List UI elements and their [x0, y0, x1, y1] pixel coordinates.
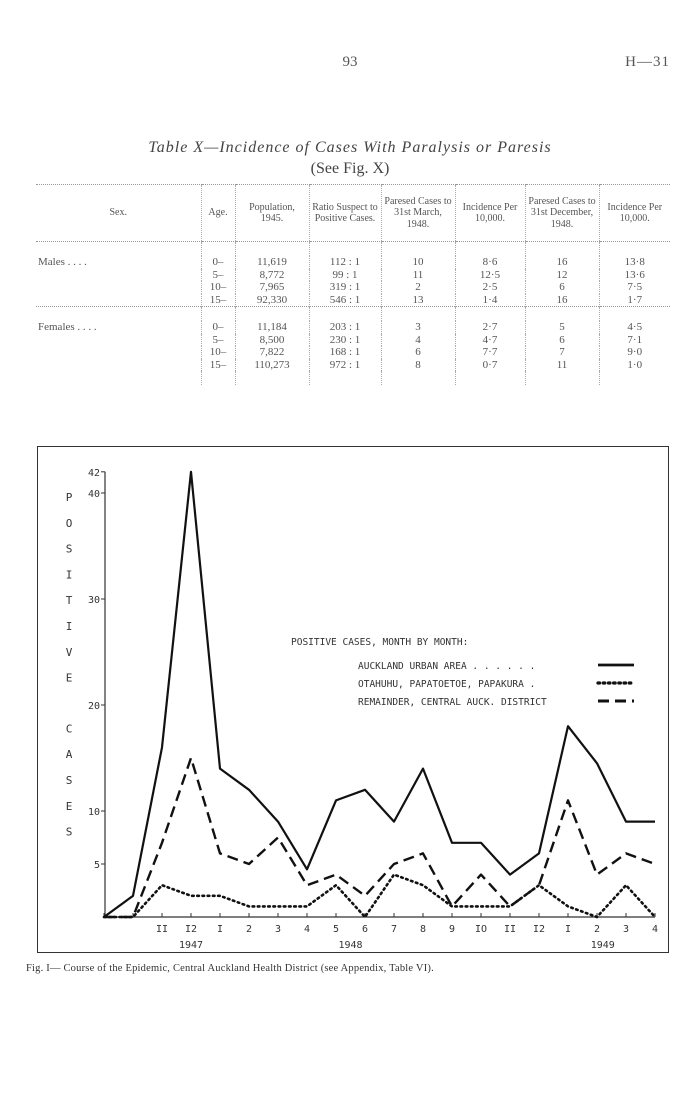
y-axis-title-letter: S — [65, 825, 73, 839]
table-cell: 15– — [201, 294, 235, 307]
legend-entry-label: AUCKLAND URBAN AREA . . . . . . — [358, 661, 536, 672]
year-label: 1947 — [178, 940, 204, 951]
y-axis-title-letter: O — [65, 516, 73, 530]
table-cell: 6 — [381, 346, 455, 359]
x-tick-label: I2 — [532, 924, 546, 935]
y-axis-title-letter: I — [65, 568, 73, 582]
table-cell: 230 : 1 — [309, 334, 381, 347]
y-axis-title-letter: P — [65, 491, 73, 504]
table-cell: 16 — [525, 294, 599, 307]
sex-cell — [36, 256, 201, 307]
column-header: Paresed Cases to 31st December, 1948. — [525, 185, 599, 242]
x-tick-label: 2 — [245, 924, 253, 935]
table-cell: 0– — [201, 256, 235, 269]
leader-dots: . . . . — [67, 256, 87, 268]
year-label: 1948 — [338, 940, 363, 951]
table-cell: 0·7 — [455, 359, 525, 372]
x-tick-label: 3 — [274, 924, 282, 935]
table-cell: 11 — [525, 359, 599, 372]
table-cell: 10– — [201, 281, 235, 294]
column-header: Age. — [201, 185, 235, 242]
table-cell: 5– — [201, 334, 235, 347]
series-line-dashed — [104, 758, 655, 917]
column-header: Incidence Per 10,000. — [599, 185, 670, 242]
y-tick-label: 5 — [93, 860, 100, 871]
table-cell: 4·7 — [455, 334, 525, 347]
table-cell: 8·6 — [455, 256, 525, 269]
x-tick-label: 4 — [651, 924, 659, 935]
y-axis-title-letter: A — [65, 748, 73, 762]
figure-caption: Fig. I— Course of the Epidemic, Central Auckland Health District (see Appendix, Table VI). — [26, 963, 434, 974]
table-cell: 5– — [201, 269, 235, 282]
table-cell: 11,619 — [235, 256, 309, 269]
table-cell: 112 : 1 — [309, 256, 381, 269]
sex-label: Females — [38, 321, 75, 333]
y-axis-title-letter: I — [65, 620, 73, 633]
incidence-table — [36, 184, 670, 385]
table-cell: 7 — [525, 346, 599, 359]
table-cell: 1·7 — [599, 294, 670, 307]
table-cell: 8,772 — [235, 269, 309, 282]
y-tick-label: 20 — [87, 701, 100, 712]
table-cell: 319 : 1 — [309, 281, 381, 294]
column-header: Incidence Per 10,000. — [455, 185, 525, 242]
table-cell: 2·5 — [455, 281, 525, 294]
y-axis-title-letter: S — [65, 542, 73, 556]
table-cell: 8,500 — [235, 334, 309, 347]
table-cell: 2·7 — [455, 321, 525, 334]
table-cell: 2 — [381, 281, 455, 294]
table-cell: 10– — [201, 346, 235, 359]
table-cell: 4 — [381, 334, 455, 347]
x-tick-label: II — [155, 924, 169, 935]
y-axis-title-letter: E — [65, 799, 73, 813]
table-title: Table X—Incidence of Cases With Paralysis or Paresis — [148, 139, 552, 156]
table-cell: 0– — [201, 321, 235, 334]
y-axis-title-letter: S — [65, 774, 73, 787]
table-cell: 3 — [381, 321, 455, 334]
x-tick-label: 3 — [622, 924, 630, 935]
table-cell: 168 : 1 — [309, 346, 381, 359]
table-cell: 15– — [201, 359, 235, 372]
x-tick-label: 4 — [303, 924, 311, 935]
table-cell: 92,330 — [235, 294, 309, 307]
x-tick-label: 7 — [390, 924, 398, 935]
table-cell: 11 — [381, 269, 455, 282]
table-row — [36, 256, 670, 269]
table-cell: 11,184 — [235, 321, 309, 334]
column-header: Sex. — [36, 185, 201, 242]
legend-title: POSITIVE CASES, MONTH BY MONTH: — [291, 637, 469, 648]
table-cell: 8 — [381, 359, 455, 372]
table-header-row — [36, 185, 670, 242]
leader-dots: . . . . — [77, 321, 97, 333]
table-subtitle: (See Fig. X) — [310, 160, 390, 177]
table-cell: 13·8 — [599, 256, 670, 269]
page-reference: H—31 — [625, 54, 670, 70]
column-header: Population, 1945. — [235, 185, 309, 242]
table-cell: 13 — [381, 294, 455, 307]
table-cell: 972 : 1 — [309, 359, 381, 372]
x-tick-label: I — [216, 924, 224, 935]
sex-cell — [36, 321, 201, 371]
x-tick-label: 5 — [332, 924, 340, 935]
table-cell: 13·6 — [599, 269, 670, 282]
y-tick-label: 42 — [87, 467, 100, 479]
table-cell: 1·0 — [599, 359, 670, 372]
legend-entry-label: REMAINDER, CENTRAL AUCK. DISTRICT — [358, 697, 547, 708]
table-cell: 7·7 — [455, 346, 525, 359]
table-cell: 1·4 — [455, 294, 525, 307]
table-cell: 4·5 — [599, 321, 670, 334]
y-tick-label: 40 — [87, 489, 100, 500]
y-axis-title-letter: T — [65, 594, 73, 608]
table-cell: 110,273 — [235, 359, 309, 372]
table-cell: 12 — [525, 269, 599, 282]
table-row — [36, 321, 670, 334]
table-cell: 7,965 — [235, 281, 309, 294]
table-cell: 9·0 — [599, 346, 670, 359]
x-tick-label: II — [503, 924, 517, 935]
x-tick-label: 2 — [593, 924, 601, 935]
table-cell: 12·5 — [455, 269, 525, 282]
x-tick-label: 8 — [419, 924, 427, 935]
table-cell: 546 : 1 — [309, 294, 381, 307]
year-label: 1949 — [590, 940, 615, 951]
x-tick-label: 6 — [361, 924, 369, 935]
x-tick-label: 9 — [448, 924, 456, 935]
y-axis-title-letter: E — [65, 671, 73, 685]
y-tick-label: 30 — [87, 595, 100, 606]
table-cell: 5 — [525, 321, 599, 334]
table-cell: 10 — [381, 256, 455, 269]
table-cell: 99 : 1 — [309, 269, 381, 282]
x-tick-label: IO — [474, 924, 488, 935]
legend-entry-label: OTAHUHU, PAPATOETOE, PAPAKURA . — [358, 679, 536, 690]
y-tick-label: 10 — [87, 807, 100, 818]
table-cell: 7,822 — [235, 346, 309, 359]
table-cell: 7·1 — [599, 334, 670, 347]
sex-label: Males — [38, 256, 65, 268]
x-tick-label: I — [564, 924, 572, 935]
column-header: Ratio Suspect to Positive Cases. — [309, 185, 381, 242]
table-cell: 7·5 — [599, 281, 670, 294]
y-axis-title-letter: V — [65, 645, 73, 659]
y-axis-title-letter: C — [65, 722, 73, 736]
table-cell: 203 : 1 — [309, 321, 381, 334]
x-tick-label: I2 — [184, 924, 198, 935]
series-line-solid — [104, 472, 655, 917]
table-cell: 16 — [525, 256, 599, 269]
page-number: 93 — [342, 54, 358, 70]
epidemic-line-chart — [37, 446, 669, 953]
table-cell: 6 — [525, 334, 599, 347]
table-cell: 6 — [525, 281, 599, 294]
column-header: Paresed Cases to 31st March, 1948. — [381, 185, 455, 242]
